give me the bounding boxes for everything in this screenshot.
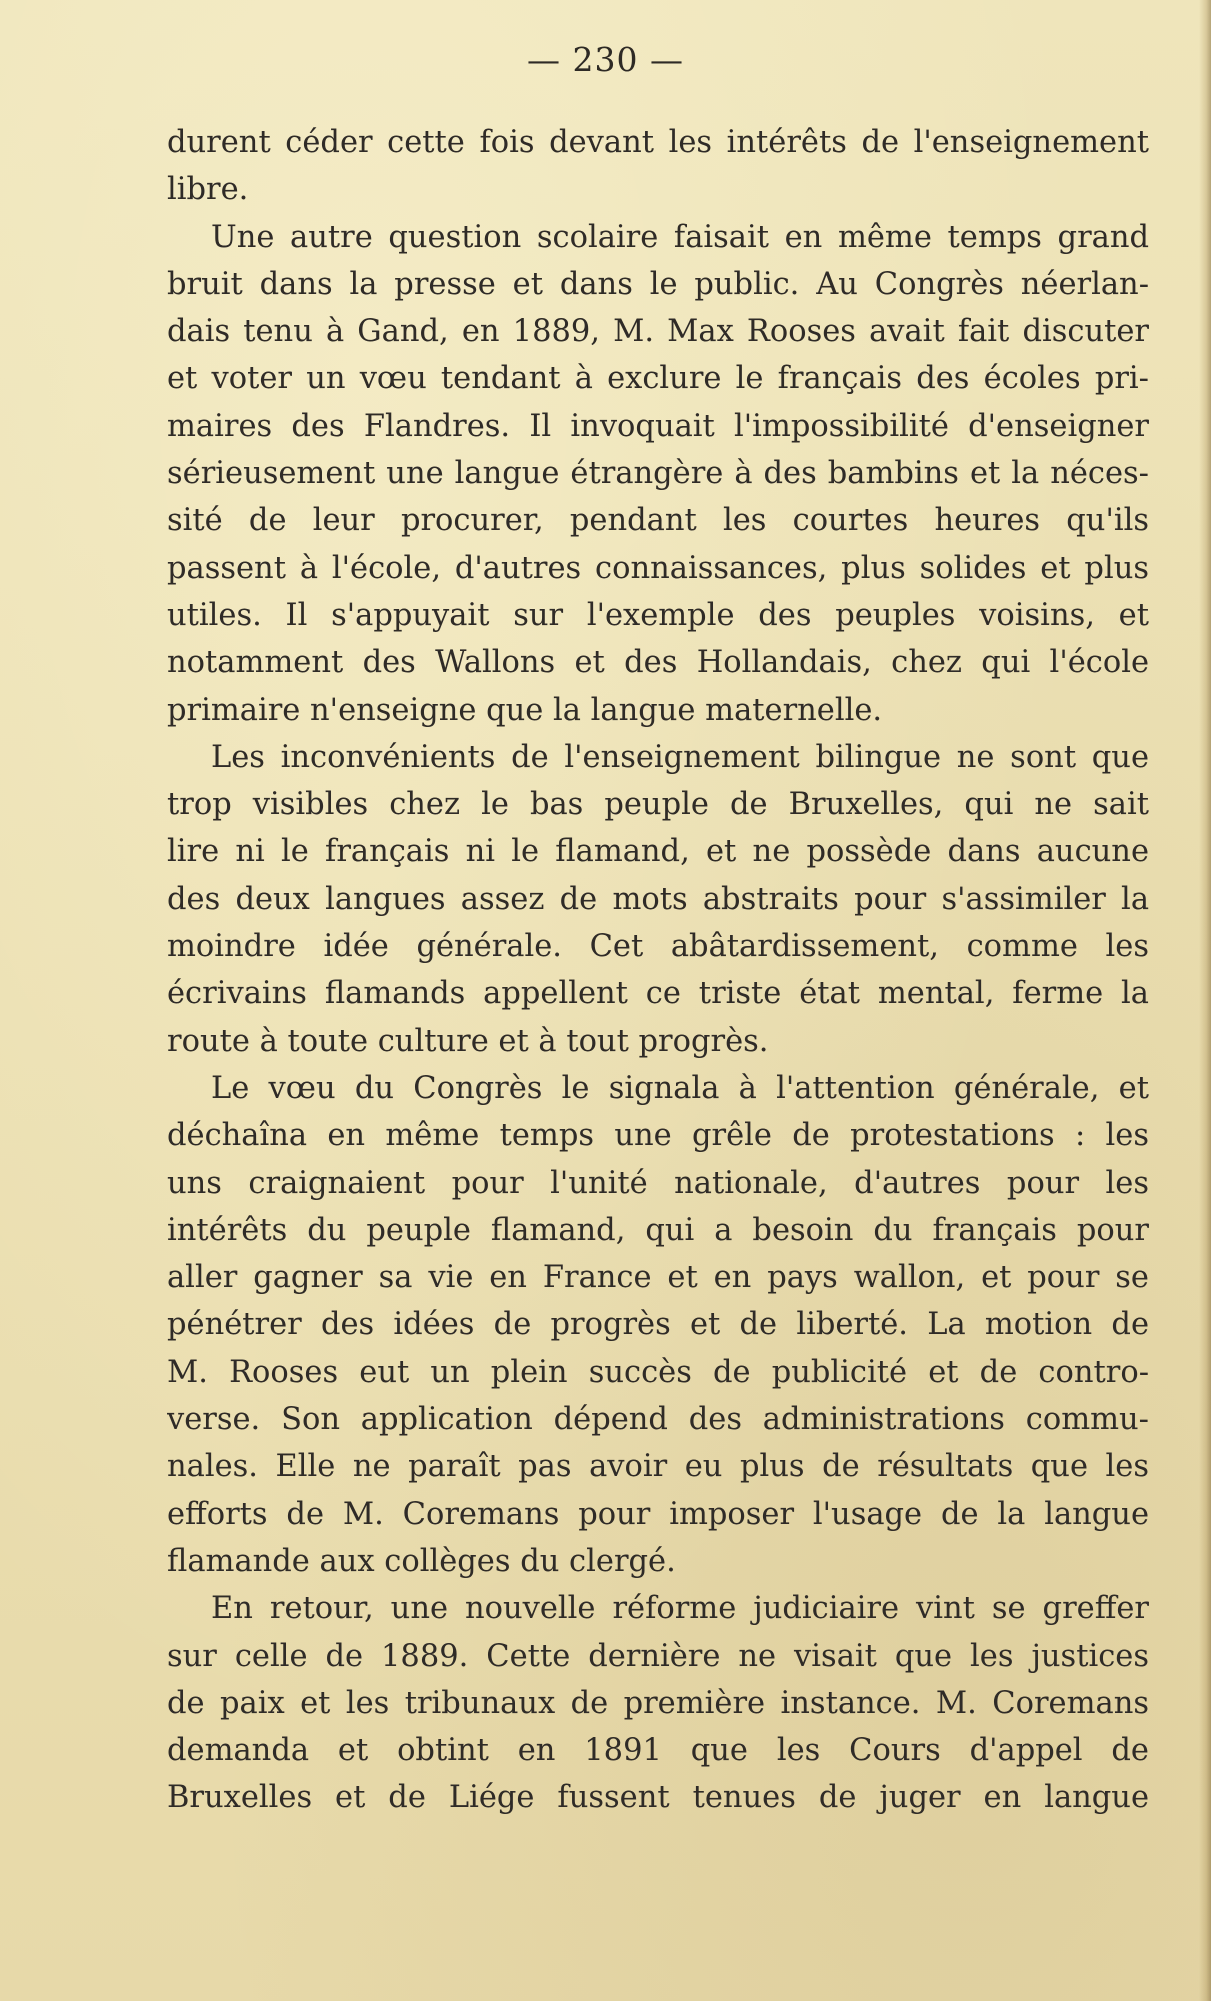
text-line: notamment des Wallons et des Hollandais, chez qui l'école — [167, 645, 1149, 681]
text-line: aller gagner sa vie en France et en pays wallon, et pour se — [167, 1260, 1149, 1296]
text-line: libre. — [167, 172, 249, 208]
text-line: de paix et les tribunaux de première instance. M. Coremans — [167, 1685, 1149, 1721]
page-number: — 230 — — [527, 40, 684, 79]
text-line: pénétrer des idées de progrès et de liberté. La motion de — [167, 1307, 1149, 1343]
text-line: et voter un vœu tendant à exclure le français des écoles pri- — [167, 361, 1149, 397]
text-line: écrivains flamands appellent ce triste état mental, ferme la — [167, 976, 1149, 1012]
text-line: verse. Son application dépend des administrations commu- — [167, 1402, 1149, 1438]
paragraph-first-line: Une autre question scolaire faisait en même temps grand — [211, 219, 1149, 255]
text-line: trop visibles chez le bas peuple de Bruxelles, qui ne sait — [167, 787, 1149, 823]
text-line: flamande aux collèges du clergé. — [167, 1543, 676, 1579]
paragraph-first-line: En retour, une nouvelle réforme judiciaire vint se greffer — [211, 1591, 1149, 1627]
text-line: sérieusement une langue étrangère à des bambins et la néces- — [167, 456, 1149, 492]
text-line: sur celle de 1889. Cette dernière ne visait que les justices — [167, 1638, 1149, 1674]
text-line: demanda et obtint en 1891 que les Cours d'appel de — [167, 1733, 1149, 1769]
text-line: sité de leur procurer, pendant les courtes heures qu'ils — [167, 503, 1149, 539]
text-line: route à toute culture et à tout progrès. — [167, 1023, 769, 1059]
text-line: déchaîna en même temps une grêle de protestations : les — [167, 1118, 1149, 1154]
body-text — [167, 119, 1149, 1822]
text-line: primaire n'enseigne que la langue maternelle. — [167, 692, 883, 728]
text-line: efforts de M. Coremans pour imposer l'usage de la langue — [167, 1496, 1149, 1532]
paragraph-first-line: Le vœu du Congrès le signala à l'attention générale, et — [211, 1070, 1149, 1106]
text-line: moindre idée générale. Cet abâtardissement, comme les — [167, 929, 1149, 965]
page-edge-shadow — [1199, 0, 1211, 2001]
text-line: maires des Flandres. Il invoquait l'impossibilité d'enseigner — [167, 408, 1149, 444]
text-line: uns craignaient pour l'unité nationale, d'autres pour les — [167, 1165, 1149, 1201]
paragraph-first-line: Les inconvénients de l'enseignement bilingue ne sont que — [211, 739, 1149, 775]
text-line: bruit dans la presse et dans le public. Au Congrès néerlan- — [167, 266, 1149, 302]
text-line: utiles. Il s'appuyait sur l'exemple des peuples voisins, et — [167, 597, 1149, 633]
text-line: dais tenu à Gand, en 1889, M. Max Rooses avait fait discuter — [167, 314, 1149, 350]
text-line: durent céder cette fois devant les intérêts de l'enseignement — [167, 125, 1149, 160]
text-line: lire ni le français ni le flamand, et ne possède dans aucune — [167, 834, 1149, 870]
text-line: nales. Elle ne paraît pas avoir eu plus de résultats que les — [167, 1449, 1149, 1485]
text-line: M. Rooses eut un plein succès de publicité et de contro- — [167, 1354, 1149, 1390]
text-line: intérêts du peuple flamand, qui a besoin du français pour — [167, 1212, 1149, 1248]
text-line: des deux langues assez de mots abstraits pour s'assimiler la — [167, 881, 1149, 917]
text-line: Bruxelles et de Liége fussent tenues de juger en langue — [167, 1780, 1149, 1816]
text-line: passent à l'école, d'autres connaissances, plus solides et plus — [167, 550, 1149, 586]
